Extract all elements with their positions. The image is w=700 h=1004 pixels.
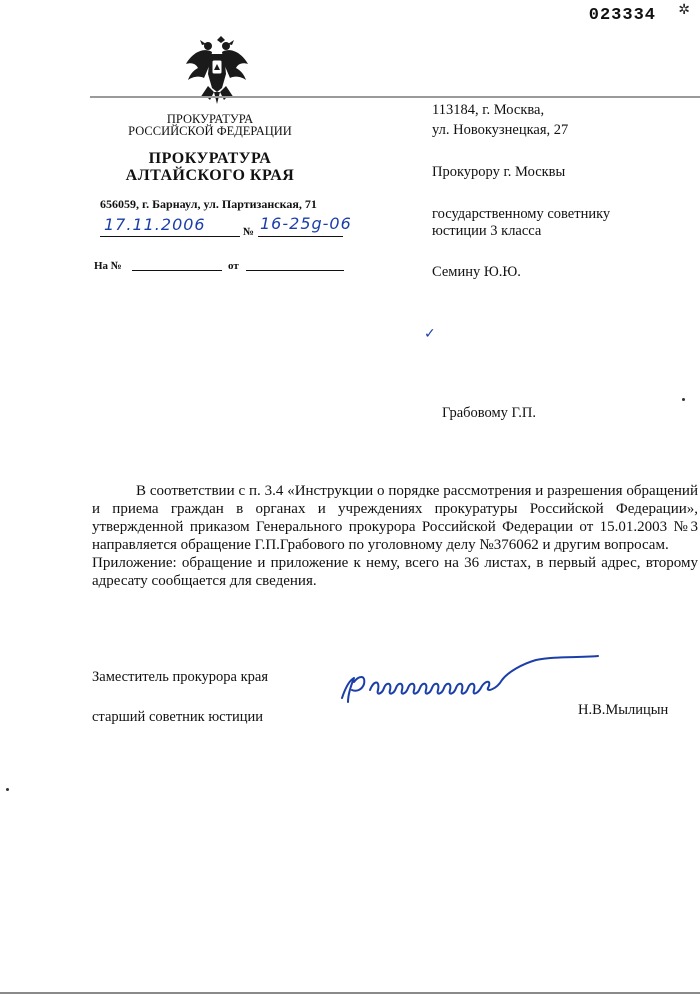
org-name-line1: ПРОКУРАТУРА [166,112,254,126]
signer-position-line2: старший советник юстиции [92,709,263,725]
signer-name: Н.В.Мылицын [578,702,669,718]
letter-body [92,482,698,590]
recipient-address-line1: 113184, г. Москва, [432,102,545,118]
header-rule [90,96,700,98]
outgoing-date: 17.11.2006 [104,215,206,234]
recipient-rank-line2: юстиции 3 класса [432,223,542,239]
scan-speck [6,788,9,791]
reference-number-line [132,270,222,271]
handwritten-signature [336,650,616,710]
signer-position-line1: Заместитель прокурора края [92,669,269,685]
recipient-title: Прокурору г. Москвы [432,164,566,180]
corner-mark: ✲ [678,3,690,18]
number-sign: № [243,226,255,238]
org-name-line2: РОССИЙСКОЙ ФЕДЕРАЦИИ [128,124,292,138]
office-name-line2: АЛТАЙСКОГО КРАЯ [125,167,295,184]
recipient-name: Семину Ю.Ю. [432,264,521,280]
document-number: 023334 [588,6,656,25]
reference-date-line [246,270,344,271]
outgoing-number: 16-25g-06 [260,214,352,233]
recipient-address-line2: ул. Новокузнецкая, 27 [432,122,569,138]
check-mark: ✓ [424,326,436,342]
number-underline [258,236,343,237]
body-paragraph-1: В соответствии с п. 3.4 «Инструкции о порядке рассмотрения и разрешения обращений и приема граждан в органах и учреждениях прокуратуры Российской Федерации», утвержденной приказом Генерального прокурора Российской Федерации от 15.01.2003 №3 направляется обращение Г.П.Грабового по уголовному делу №376062 и другим вопросам. [92,483,698,553]
office-name-line1: ПРОКУРАТУРА [148,150,272,167]
body-paragraph-2: Приложение: обращение и приложение к нему, всего на 36 листах, в первый адрес, второму адресату сообщается для сведения. [92,555,698,589]
scan-speck [682,398,685,401]
scan-bottom-edge [0,992,700,994]
recipient-rank-line1: государственному советнику [432,206,611,222]
date-underline [100,236,240,237]
second-recipient-name: Грабовому Г.П. [442,405,537,421]
reference-date-label: от [228,260,239,272]
reference-number-label: На № [94,260,122,272]
sender-address: 656059, г. Барнаул, ул. Партизанская, 71 [100,197,317,211]
